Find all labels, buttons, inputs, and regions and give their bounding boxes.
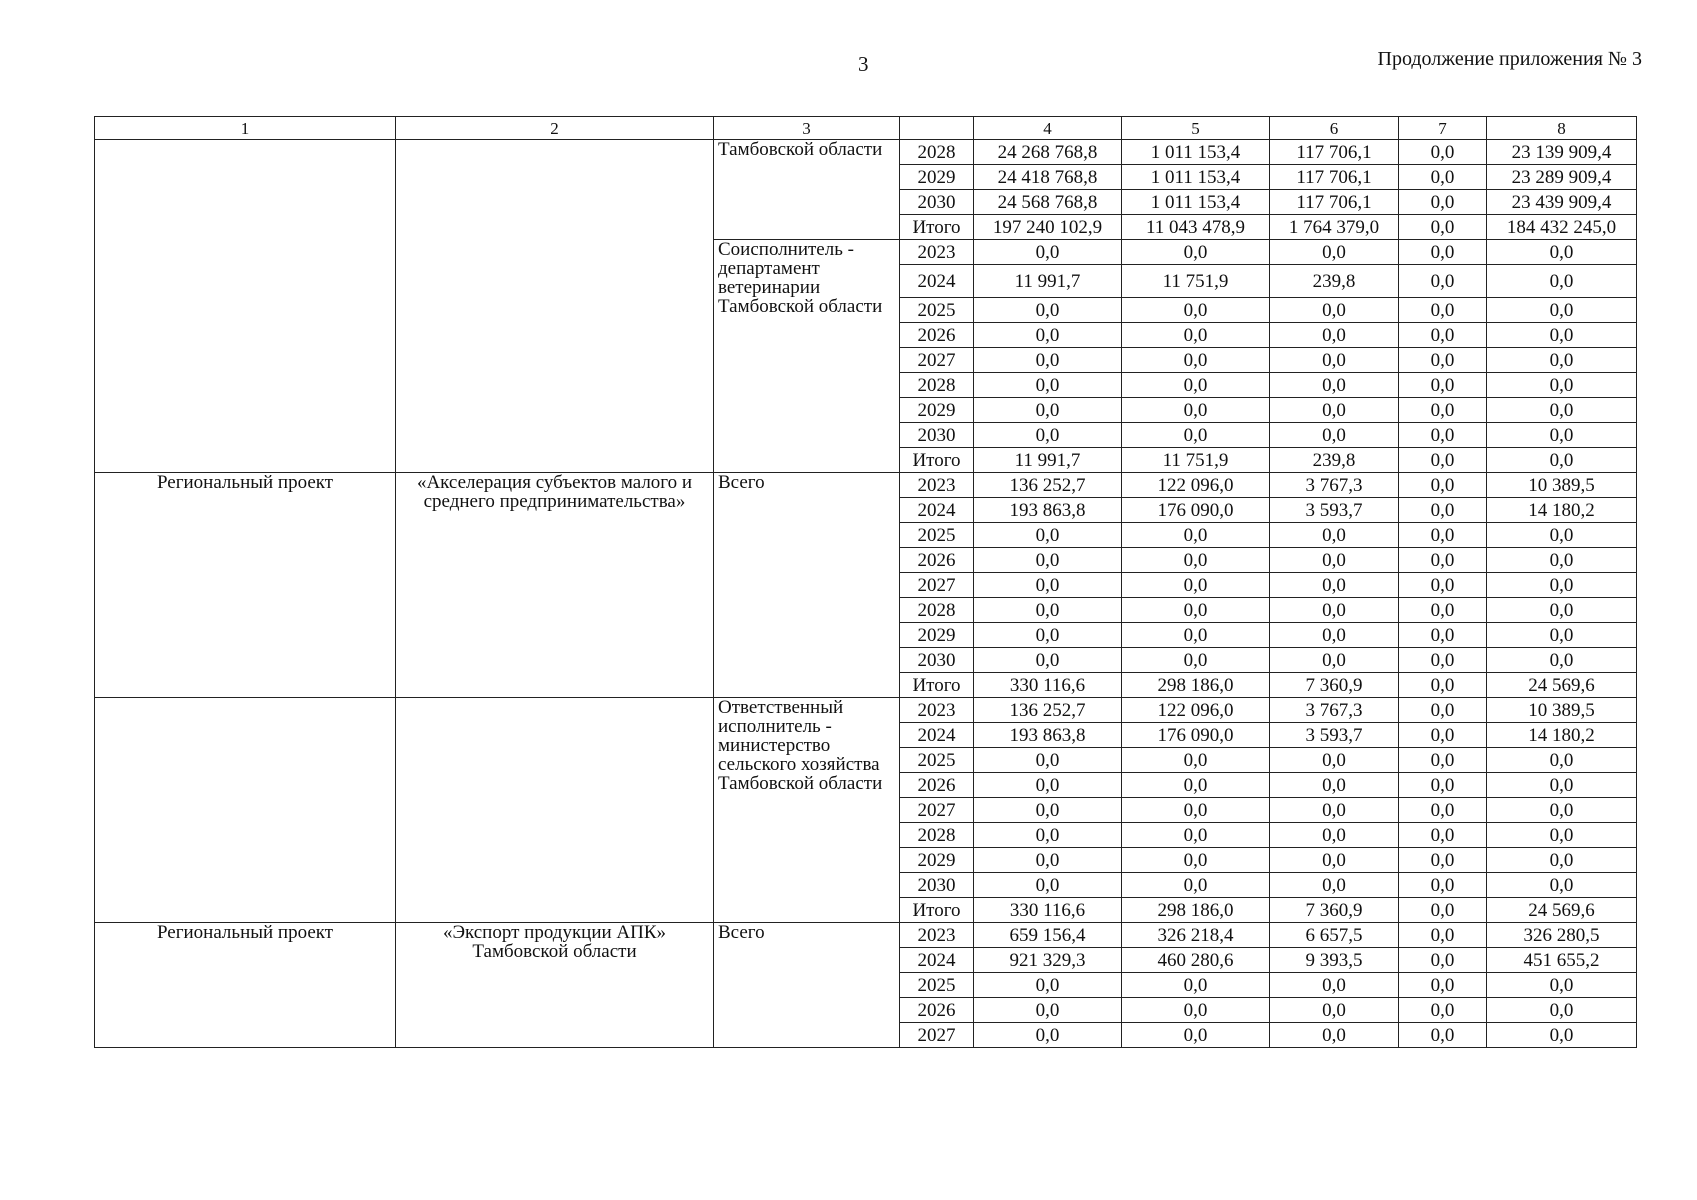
event-name-cell: «Экспорт продукции АПК» Тамбовской области xyxy=(396,923,714,1048)
extrabudget-cell: 0,0 xyxy=(1487,573,1637,598)
local-cell: 0,0 xyxy=(1399,323,1487,348)
total-cell: 11 991,7 xyxy=(974,448,1122,473)
year-cell: 2024 xyxy=(900,948,974,973)
header-cell: 5 xyxy=(1122,117,1270,140)
extrabudget-cell: 0,0 xyxy=(1487,348,1637,373)
event-type-cell: Региональный проект xyxy=(95,923,396,1048)
year-cell: 2023 xyxy=(900,698,974,723)
regional-cell: 0,0 xyxy=(1270,623,1399,648)
total-cell: 197 240 102,9 xyxy=(974,215,1122,240)
local-cell: 0,0 xyxy=(1399,423,1487,448)
total-cell: 0,0 xyxy=(974,323,1122,348)
extrabudget-cell: 10 389,5 xyxy=(1487,698,1637,723)
regional-cell: 9 393,5 xyxy=(1270,948,1399,973)
year-cell: 2023 xyxy=(900,473,974,498)
federal-cell: 0,0 xyxy=(1122,798,1270,823)
extrabudget-cell: 0,0 xyxy=(1487,973,1637,998)
local-cell: 0,0 xyxy=(1399,215,1487,240)
extrabudget-cell: 0,0 xyxy=(1487,748,1637,773)
extrabudget-cell: 0,0 xyxy=(1487,448,1637,473)
regional-cell: 3 593,7 xyxy=(1270,723,1399,748)
extrabudget-cell: 184 432 245,0 xyxy=(1487,215,1637,240)
year-cell: Итого xyxy=(900,215,974,240)
executor-cell: Всего xyxy=(714,923,900,1048)
year-cell: Итого xyxy=(900,898,974,923)
federal-cell: 0,0 xyxy=(1122,973,1270,998)
regional-cell: 0,0 xyxy=(1270,748,1399,773)
regional-cell: 0,0 xyxy=(1270,598,1399,623)
federal-cell: 1 011 153,4 xyxy=(1122,165,1270,190)
local-cell: 0,0 xyxy=(1399,998,1487,1023)
extrabudget-cell: 0,0 xyxy=(1487,848,1637,873)
regional-cell: 3 767,3 xyxy=(1270,698,1399,723)
federal-cell: 0,0 xyxy=(1122,773,1270,798)
extrabudget-cell: 0,0 xyxy=(1487,265,1637,298)
federal-cell: 326 218,4 xyxy=(1122,923,1270,948)
extrabudget-cell: 0,0 xyxy=(1487,548,1637,573)
total-cell: 0,0 xyxy=(974,1023,1122,1048)
extrabudget-cell: 0,0 xyxy=(1487,598,1637,623)
extrabudget-cell: 0,0 xyxy=(1487,240,1637,265)
regional-cell: 0,0 xyxy=(1270,373,1399,398)
regional-cell: 0,0 xyxy=(1270,773,1399,798)
local-cell: 0,0 xyxy=(1399,373,1487,398)
extrabudget-cell: 0,0 xyxy=(1487,823,1637,848)
local-cell: 0,0 xyxy=(1399,398,1487,423)
federal-cell: 176 090,0 xyxy=(1122,723,1270,748)
local-cell: 0,0 xyxy=(1399,848,1487,873)
federal-cell: 0,0 xyxy=(1122,648,1270,673)
regional-cell: 117 706,1 xyxy=(1270,165,1399,190)
extrabudget-cell: 0,0 xyxy=(1487,648,1637,673)
regional-cell: 239,8 xyxy=(1270,265,1399,298)
year-cell: 2029 xyxy=(900,848,974,873)
local-cell: 0,0 xyxy=(1399,873,1487,898)
total-cell: 0,0 xyxy=(974,373,1122,398)
total-cell: 0,0 xyxy=(974,623,1122,648)
year-cell: 2025 xyxy=(900,298,974,323)
local-cell: 0,0 xyxy=(1399,823,1487,848)
regional-cell: 0,0 xyxy=(1270,573,1399,598)
extrabudget-cell: 0,0 xyxy=(1487,773,1637,798)
financing-table xyxy=(94,116,1637,1048)
regional-cell: 0,0 xyxy=(1270,973,1399,998)
local-cell: 0,0 xyxy=(1399,473,1487,498)
regional-cell: 7 360,9 xyxy=(1270,898,1399,923)
executor-cell: Соисполнитель - департамент ветеринарии Тамбовской области xyxy=(714,240,900,473)
regional-cell: 0,0 xyxy=(1270,798,1399,823)
local-cell: 0,0 xyxy=(1399,165,1487,190)
total-cell: 0,0 xyxy=(974,423,1122,448)
header-cell: 3 xyxy=(714,117,900,140)
local-cell: 0,0 xyxy=(1399,348,1487,373)
local-cell: 0,0 xyxy=(1399,723,1487,748)
extrabudget-cell: 451 655,2 xyxy=(1487,948,1637,973)
total-cell: 0,0 xyxy=(974,873,1122,898)
total-cell: 330 116,6 xyxy=(974,898,1122,923)
local-cell: 0,0 xyxy=(1399,298,1487,323)
year-cell: 2030 xyxy=(900,423,974,448)
total-cell: 0,0 xyxy=(974,848,1122,873)
table-row xyxy=(95,140,1637,165)
extrabudget-cell: 0,0 xyxy=(1487,998,1637,1023)
federal-cell: 0,0 xyxy=(1122,1023,1270,1048)
page-number: 3 xyxy=(858,52,869,76)
federal-cell: 0,0 xyxy=(1122,298,1270,323)
year-cell: 2026 xyxy=(900,323,974,348)
year-cell: 2026 xyxy=(900,773,974,798)
year-cell: 2026 xyxy=(900,998,974,1023)
year-cell: Итого xyxy=(900,673,974,698)
federal-cell: 176 090,0 xyxy=(1122,498,1270,523)
extrabudget-cell: 14 180,2 xyxy=(1487,723,1637,748)
local-cell: 0,0 xyxy=(1399,523,1487,548)
extrabudget-cell: 14 180,2 xyxy=(1487,498,1637,523)
extrabudget-cell: 0,0 xyxy=(1487,523,1637,548)
regional-cell: 7 360,9 xyxy=(1270,673,1399,698)
event-type-cell xyxy=(95,140,396,473)
year-cell: 2029 xyxy=(900,623,974,648)
header-cell xyxy=(900,117,974,140)
regional-cell: 6 657,5 xyxy=(1270,923,1399,948)
total-cell: 0,0 xyxy=(974,598,1122,623)
federal-cell: 11 043 478,9 xyxy=(1122,215,1270,240)
extrabudget-cell: 23 439 909,4 xyxy=(1487,190,1637,215)
extrabudget-cell: 10 389,5 xyxy=(1487,473,1637,498)
total-cell: 193 863,8 xyxy=(974,498,1122,523)
year-cell: Итого xyxy=(900,448,974,473)
local-cell: 0,0 xyxy=(1399,140,1487,165)
event-type-cell xyxy=(95,698,396,923)
regional-cell: 0,0 xyxy=(1270,323,1399,348)
local-cell: 0,0 xyxy=(1399,548,1487,573)
local-cell: 0,0 xyxy=(1399,190,1487,215)
regional-cell: 0,0 xyxy=(1270,648,1399,673)
local-cell: 0,0 xyxy=(1399,623,1487,648)
federal-cell: 0,0 xyxy=(1122,548,1270,573)
federal-cell: 460 280,6 xyxy=(1122,948,1270,973)
year-cell: 2024 xyxy=(900,265,974,298)
local-cell: 0,0 xyxy=(1399,265,1487,298)
year-cell: 2025 xyxy=(900,523,974,548)
total-cell: 11 991,7 xyxy=(974,265,1122,298)
total-cell: 0,0 xyxy=(974,973,1122,998)
year-cell: 2023 xyxy=(900,923,974,948)
total-cell: 0,0 xyxy=(974,823,1122,848)
total-cell: 0,0 xyxy=(974,523,1122,548)
federal-cell: 0,0 xyxy=(1122,373,1270,398)
local-cell: 0,0 xyxy=(1399,240,1487,265)
extrabudget-cell: 0,0 xyxy=(1487,298,1637,323)
local-cell: 0,0 xyxy=(1399,698,1487,723)
event-name-cell xyxy=(396,698,714,923)
year-cell: 2027 xyxy=(900,573,974,598)
total-cell: 24 268 768,8 xyxy=(974,140,1122,165)
table-row xyxy=(95,923,1637,948)
year-cell: 2027 xyxy=(900,798,974,823)
total-cell: 0,0 xyxy=(974,573,1122,598)
federal-cell: 0,0 xyxy=(1122,823,1270,848)
header-cell: 1 xyxy=(95,117,396,140)
federal-cell: 0,0 xyxy=(1122,623,1270,648)
local-cell: 0,0 xyxy=(1399,498,1487,523)
table-body xyxy=(95,140,1637,1048)
extrabudget-cell: 0,0 xyxy=(1487,873,1637,898)
total-cell: 0,0 xyxy=(974,798,1122,823)
federal-cell: 0,0 xyxy=(1122,573,1270,598)
local-cell: 0,0 xyxy=(1399,598,1487,623)
year-cell: 2030 xyxy=(900,648,974,673)
total-cell: 136 252,7 xyxy=(974,698,1122,723)
regional-cell: 0,0 xyxy=(1270,998,1399,1023)
extrabudget-cell: 23 289 909,4 xyxy=(1487,165,1637,190)
local-cell: 0,0 xyxy=(1399,948,1487,973)
table-row xyxy=(95,473,1637,498)
extrabudget-cell: 23 139 909,4 xyxy=(1487,140,1637,165)
local-cell: 0,0 xyxy=(1399,673,1487,698)
year-cell: 2030 xyxy=(900,873,974,898)
total-cell: 0,0 xyxy=(974,298,1122,323)
regional-cell: 0,0 xyxy=(1270,823,1399,848)
regional-cell: 0,0 xyxy=(1270,348,1399,373)
appendix-continuation-note: Продолжение приложения № 3 xyxy=(1377,48,1642,70)
year-cell: 2025 xyxy=(900,748,974,773)
federal-cell: 0,0 xyxy=(1122,423,1270,448)
total-cell: 0,0 xyxy=(974,748,1122,773)
regional-cell: 1 764 379,0 xyxy=(1270,215,1399,240)
extrabudget-cell: 326 280,5 xyxy=(1487,923,1637,948)
year-cell: 2029 xyxy=(900,398,974,423)
header-cell: 4 xyxy=(974,117,1122,140)
federal-cell: 298 186,0 xyxy=(1122,673,1270,698)
total-cell: 0,0 xyxy=(974,348,1122,373)
local-cell: 0,0 xyxy=(1399,648,1487,673)
year-cell: 2023 xyxy=(900,240,974,265)
regional-cell: 0,0 xyxy=(1270,1023,1399,1048)
federal-cell: 0,0 xyxy=(1122,873,1270,898)
total-cell: 0,0 xyxy=(974,648,1122,673)
year-cell: 2026 xyxy=(900,548,974,573)
local-cell: 0,0 xyxy=(1399,798,1487,823)
executor-cell: Всего xyxy=(714,473,900,698)
federal-cell: 0,0 xyxy=(1122,348,1270,373)
regional-cell: 0,0 xyxy=(1270,298,1399,323)
federal-cell: 0,0 xyxy=(1122,998,1270,1023)
extrabudget-cell: 0,0 xyxy=(1487,1023,1637,1048)
federal-cell: 11 751,9 xyxy=(1122,265,1270,298)
total-cell: 193 863,8 xyxy=(974,723,1122,748)
total-cell: 0,0 xyxy=(974,548,1122,573)
year-cell: 2024 xyxy=(900,498,974,523)
regional-cell: 3 593,7 xyxy=(1270,498,1399,523)
total-cell: 0,0 xyxy=(974,998,1122,1023)
header-cell: 6 xyxy=(1270,117,1399,140)
year-cell: 2028 xyxy=(900,823,974,848)
federal-cell: 11 751,9 xyxy=(1122,448,1270,473)
local-cell: 0,0 xyxy=(1399,573,1487,598)
event-type-cell: Региональный проект xyxy=(95,473,396,698)
extrabudget-cell: 24 569,6 xyxy=(1487,673,1637,698)
total-cell: 0,0 xyxy=(974,240,1122,265)
regional-cell: 0,0 xyxy=(1270,523,1399,548)
year-cell: 2027 xyxy=(900,348,974,373)
local-cell: 0,0 xyxy=(1399,748,1487,773)
year-cell: 2028 xyxy=(900,373,974,398)
extrabudget-cell: 0,0 xyxy=(1487,323,1637,348)
total-cell: 24 418 768,8 xyxy=(974,165,1122,190)
regional-cell: 0,0 xyxy=(1270,873,1399,898)
year-cell: 2028 xyxy=(900,598,974,623)
column-number-header xyxy=(95,117,1637,140)
total-cell: 0,0 xyxy=(974,773,1122,798)
local-cell: 0,0 xyxy=(1399,923,1487,948)
regional-cell: 117 706,1 xyxy=(1270,140,1399,165)
extrabudget-cell: 0,0 xyxy=(1487,623,1637,648)
regional-cell: 0,0 xyxy=(1270,240,1399,265)
federal-cell: 298 186,0 xyxy=(1122,898,1270,923)
extrabudget-cell: 0,0 xyxy=(1487,373,1637,398)
event-name-cell xyxy=(396,140,714,473)
year-cell: 2027 xyxy=(900,1023,974,1048)
regional-cell: 239,8 xyxy=(1270,448,1399,473)
extrabudget-cell: 24 569,6 xyxy=(1487,898,1637,923)
executor-cell: Ответственный исполнитель - министерство сельского хозяйства Тамбовской области xyxy=(714,698,900,923)
federal-cell: 0,0 xyxy=(1122,748,1270,773)
executor-cell: Тамбовской области xyxy=(714,140,900,240)
federal-cell: 0,0 xyxy=(1122,598,1270,623)
total-cell: 659 156,4 xyxy=(974,923,1122,948)
federal-cell: 0,0 xyxy=(1122,323,1270,348)
local-cell: 0,0 xyxy=(1399,448,1487,473)
year-cell: 2028 xyxy=(900,140,974,165)
total-cell: 136 252,7 xyxy=(974,473,1122,498)
year-cell: 2025 xyxy=(900,973,974,998)
extrabudget-cell: 0,0 xyxy=(1487,398,1637,423)
header-cell: 8 xyxy=(1487,117,1637,140)
regional-cell: 0,0 xyxy=(1270,423,1399,448)
regional-cell: 0,0 xyxy=(1270,548,1399,573)
year-cell: 2030 xyxy=(900,190,974,215)
header-cell: 2 xyxy=(396,117,714,140)
local-cell: 0,0 xyxy=(1399,973,1487,998)
regional-cell: 0,0 xyxy=(1270,848,1399,873)
local-cell: 0,0 xyxy=(1399,773,1487,798)
federal-cell: 0,0 xyxy=(1122,523,1270,548)
local-cell: 0,0 xyxy=(1399,898,1487,923)
total-cell: 330 116,6 xyxy=(974,673,1122,698)
federal-cell: 0,0 xyxy=(1122,398,1270,423)
total-cell: 921 329,3 xyxy=(974,948,1122,973)
header-cell: 7 xyxy=(1399,117,1487,140)
federal-cell: 1 011 153,4 xyxy=(1122,190,1270,215)
total-cell: 24 568 768,8 xyxy=(974,190,1122,215)
table-row xyxy=(95,698,1637,723)
year-cell: 2029 xyxy=(900,165,974,190)
federal-cell: 0,0 xyxy=(1122,240,1270,265)
regional-cell: 3 767,3 xyxy=(1270,473,1399,498)
regional-cell: 0,0 xyxy=(1270,398,1399,423)
federal-cell: 122 096,0 xyxy=(1122,698,1270,723)
regional-cell: 117 706,1 xyxy=(1270,190,1399,215)
federal-cell: 122 096,0 xyxy=(1122,473,1270,498)
federal-cell: 1 011 153,4 xyxy=(1122,140,1270,165)
year-cell: 2024 xyxy=(900,723,974,748)
total-cell: 0,0 xyxy=(974,398,1122,423)
federal-cell: 0,0 xyxy=(1122,848,1270,873)
extrabudget-cell: 0,0 xyxy=(1487,423,1637,448)
extrabudget-cell: 0,0 xyxy=(1487,798,1637,823)
local-cell: 0,0 xyxy=(1399,1023,1487,1048)
event-name-cell: «Акселерация субъектов малого и среднего предпринимательства» xyxy=(396,473,714,698)
